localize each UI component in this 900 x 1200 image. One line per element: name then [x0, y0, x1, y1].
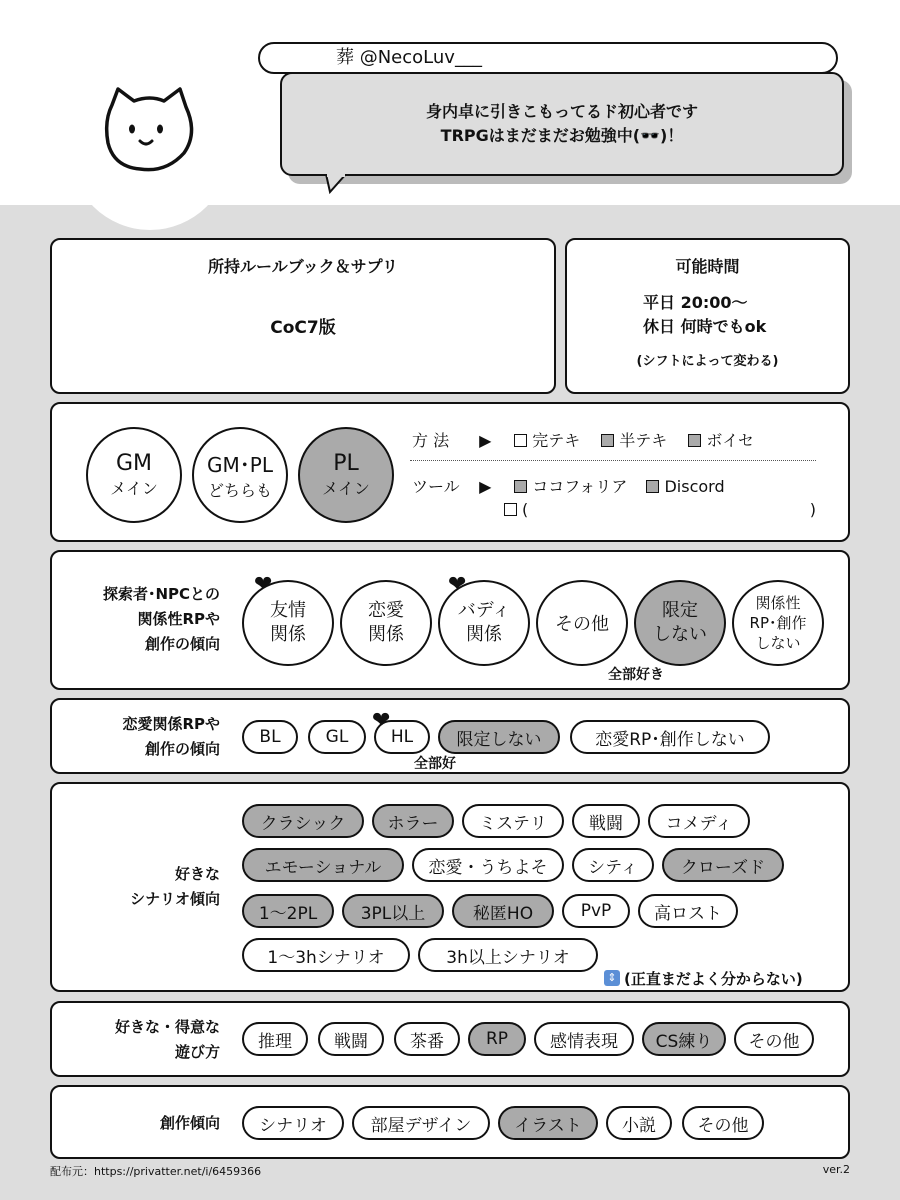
intro-line-1: 身内卓に引きこもってるド初心者です	[425, 102, 698, 121]
creation-novel: 小説	[606, 1106, 672, 1140]
scenario-3pl-plus: 3PL以上	[342, 894, 444, 928]
up-down-arrow-icon: ⇕	[604, 970, 620, 986]
role-gm-main	[86, 427, 182, 523]
creation-other: その他	[682, 1106, 764, 1140]
scenario-classic: クラシック	[242, 804, 364, 838]
playstyle-other: その他	[734, 1022, 814, 1056]
intro-line-2: TRPGはまだまだお勉強中(🕶️)！	[440, 126, 684, 145]
tool-option-discord: Discord	[646, 477, 724, 496]
role-label: PL	[333, 451, 359, 476]
relationship-label: 探索者･NPCとの 関係性RPや 創作の傾向	[102, 585, 220, 653]
heart-icon: ❤	[372, 708, 391, 733]
rulebook-title: 所持ルールブック＆サプリ	[208, 257, 398, 276]
scenario-emotional: エモーショナル	[242, 848, 404, 882]
relation-buddy: バディ 関係	[438, 580, 530, 666]
scenario-label: 好きな シナリオ傾向	[130, 865, 220, 908]
relation-none: 関係性 RP･創作 しない	[732, 580, 824, 666]
footer-version: ver.2	[822, 1163, 850, 1176]
scenario-1-3h: 1〜3hシナリオ	[242, 938, 410, 972]
availability-card	[565, 238, 850, 394]
romance-label: 恋愛関係RPや 創作の傾向	[122, 715, 220, 758]
romance-no-limit: 限定しない	[438, 720, 560, 754]
scenario-comedy: コメディ	[648, 804, 750, 838]
play-style-card	[50, 402, 850, 542]
availability-weekday: 平日 20:00〜	[643, 293, 748, 312]
rulebook-value: CoC7版	[270, 318, 336, 338]
method-option-voice: ボイセ	[688, 431, 754, 450]
relation-note: 全部好き	[608, 667, 664, 683]
method-option-kantext: 完テキ	[514, 431, 580, 450]
creation-room-design: 部屋デザイン	[352, 1106, 490, 1140]
relation-no-limit: 限定 しない	[634, 580, 726, 666]
scenario-city: シティ	[572, 848, 654, 882]
role-label: GM･PL	[207, 453, 273, 477]
scenario-1-2pl: 1〜2PL	[242, 894, 334, 928]
scenario-romance-uchiyoso: 恋愛・うちよそ	[412, 848, 564, 882]
cat-face-icon	[100, 85, 200, 175]
footer-source: 配布元：https://privatter.net/i/6459366	[50, 1165, 262, 1178]
playstyle-chaban: 茶番	[394, 1022, 460, 1056]
scenario-3h-plus: 3h以上シナリオ	[418, 938, 598, 972]
tool-other-row	[504, 500, 816, 519]
tool-row	[412, 474, 725, 497]
tool-label: ツール	[412, 477, 460, 496]
tool-option-ccfolia: ココフォリア	[514, 477, 627, 496]
scenario-secret-ho: 秘匿HO	[452, 894, 554, 928]
role-sublabel: メイン	[322, 479, 370, 498]
arrow-right-icon: ▶	[479, 477, 492, 496]
role-sublabel: メイン	[110, 479, 158, 498]
creation-card	[50, 1085, 850, 1159]
creation-label: 創作傾向	[159, 1114, 220, 1132]
playstyle-emotion: 感情表現	[534, 1022, 634, 1056]
playstyle-card	[50, 1001, 850, 1077]
arrow-right-icon: ▶	[479, 431, 492, 450]
romance-hl: HL	[374, 720, 430, 754]
method-label: 方 法	[412, 431, 450, 450]
playstyle-rp: RP	[468, 1022, 526, 1056]
scenario-mystery: ミステリ	[462, 804, 564, 838]
playstyle-battle: 戦闘	[318, 1022, 384, 1056]
relation-other: その他	[536, 580, 628, 666]
availability-title: 可能時間	[675, 257, 740, 276]
intro-bubble	[280, 72, 844, 176]
availability-holiday: 休日 何時でもok	[643, 317, 767, 336]
romance-gl: GL	[308, 720, 366, 754]
creation-illust: イラスト	[498, 1106, 598, 1140]
romance-note: 全部好	[414, 756, 456, 772]
heart-icon: ❤	[254, 572, 273, 597]
scenario-high-lost: 高ロスト	[638, 894, 738, 928]
scenario-horror: ホラー	[372, 804, 454, 838]
method-row	[412, 428, 754, 451]
relationship-card	[50, 550, 850, 690]
playstyle-deduction: 推理	[242, 1022, 308, 1056]
availability-note: (シフトによって変わる)	[636, 354, 779, 369]
method-option-hantext: 半テキ	[601, 431, 667, 450]
scenario-card	[50, 782, 850, 992]
role-pl-main	[298, 427, 394, 523]
role-label: GM	[115, 451, 153, 476]
heart-icon: ❤	[448, 572, 467, 597]
relation-friendship: 友情 関係	[242, 580, 334, 666]
playstyle-cs: CS練り	[642, 1022, 726, 1056]
tool-other-open: (	[522, 500, 529, 519]
bubble-tail	[322, 174, 348, 194]
user-name: 葬 @NecoLuv___	[258, 42, 838, 74]
role-sublabel: どちらも	[207, 481, 272, 500]
playstyle-label: 好きな・得意な 遊び方	[114, 1018, 220, 1061]
romance-none: 恋愛RP･創作しない	[570, 720, 770, 754]
dotted-divider	[410, 460, 816, 461]
creation-scenario: シナリオ	[242, 1106, 344, 1140]
tool-other-close: )	[809, 500, 816, 519]
romance-card	[50, 698, 850, 774]
scenario-closed: クローズド	[662, 848, 784, 882]
rulebook-card	[50, 238, 556, 394]
scenario-pvp: PvP	[562, 894, 630, 928]
scenario-note: (正直まだよく分からない)	[624, 970, 803, 988]
romance-bl: BL	[242, 720, 298, 754]
role-gm-pl-both	[192, 427, 288, 523]
relation-romance: 恋愛 関係	[340, 580, 432, 666]
scenario-battle: 戦闘	[572, 804, 640, 838]
